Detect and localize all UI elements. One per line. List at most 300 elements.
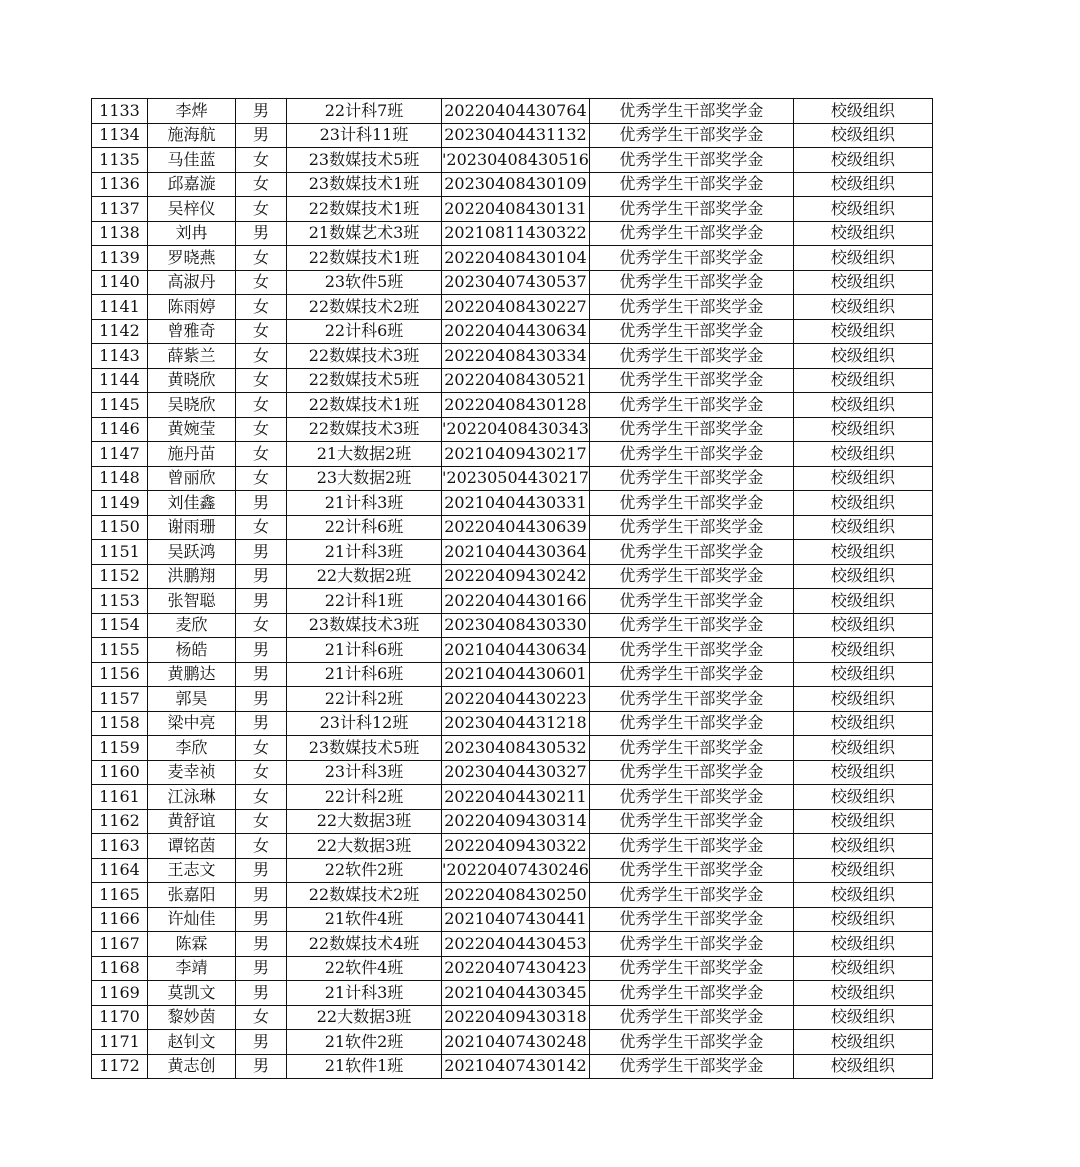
- row-number-cell: 1135: [92, 148, 148, 173]
- student-id-cell: 20210811430322: [442, 221, 590, 246]
- organization-level-cell: 校级组织: [793, 687, 932, 712]
- class-cell: 22数媒技术2班: [287, 295, 442, 320]
- table-row: [92, 809, 933, 834]
- award-name-cell: 优秀学生干部奖学金: [589, 99, 793, 124]
- student-id-cell: 20230407430537: [442, 270, 590, 295]
- student-name-cell: 莫凯文: [148, 981, 236, 1006]
- class-cell: 22计科2班: [287, 785, 442, 810]
- student-id-cell: 20210407430248: [442, 1030, 590, 1055]
- organization-level-cell: 校级组织: [793, 662, 932, 687]
- student-id-cell: 20220408430104: [442, 246, 590, 271]
- table-row: [92, 148, 933, 173]
- organization-level-cell: 校级组织: [793, 1005, 932, 1030]
- award-name-cell: 优秀学生干部奖学金: [589, 564, 793, 589]
- award-name-cell: 优秀学生干部奖学金: [589, 613, 793, 638]
- table-row: [92, 883, 933, 908]
- student-id-cell: 20210404430331: [442, 491, 590, 516]
- organization-level-cell: 校级组织: [793, 466, 932, 491]
- class-cell: 23数媒技术5班: [287, 736, 442, 761]
- student-name-cell: 麦幸祯: [148, 760, 236, 785]
- student-name-cell: 曾雅奇: [148, 319, 236, 344]
- student-id-cell: 20220404430211: [442, 785, 590, 810]
- gender-cell: 男: [236, 981, 287, 1006]
- student-id-cell: 20230404430327: [442, 760, 590, 785]
- table-row: [92, 1005, 933, 1030]
- class-cell: 21数媒艺术3班: [287, 221, 442, 246]
- gender-cell: 女: [236, 1005, 287, 1030]
- class-cell: 22大数据3班: [287, 1005, 442, 1030]
- table-row: [92, 270, 933, 295]
- gender-cell: 男: [236, 1054, 287, 1079]
- award-name-cell: 优秀学生干部奖学金: [589, 197, 793, 222]
- class-cell: 21软件1班: [287, 1054, 442, 1079]
- gender-cell: 女: [236, 417, 287, 442]
- row-number-cell: 1156: [92, 662, 148, 687]
- gender-cell: 男: [236, 221, 287, 246]
- organization-level-cell: 校级组织: [793, 246, 932, 271]
- award-name-cell: 优秀学生干部奖学金: [589, 295, 793, 320]
- organization-level-cell: 校级组织: [793, 148, 932, 173]
- award-name-cell: 优秀学生干部奖学金: [589, 270, 793, 295]
- class-cell: 23大数据2班: [287, 466, 442, 491]
- row-number-cell: 1150: [92, 515, 148, 540]
- student-id-cell: 20230408430532: [442, 736, 590, 761]
- gender-cell: 男: [236, 711, 287, 736]
- table-row: [92, 638, 933, 663]
- class-cell: 21软件2班: [287, 1030, 442, 1055]
- student-name-cell: 谭铭茵: [148, 834, 236, 859]
- award-name-cell: 优秀学生干部奖学金: [589, 883, 793, 908]
- table-row: [92, 1030, 933, 1055]
- award-name-cell: 优秀学生干部奖学金: [589, 858, 793, 883]
- student-id-cell: 20210404430345: [442, 981, 590, 1006]
- student-name-cell: 王志文: [148, 858, 236, 883]
- gender-cell: 女: [236, 197, 287, 222]
- gender-cell: 男: [236, 589, 287, 614]
- row-number-cell: 1134: [92, 123, 148, 148]
- class-cell: 23数媒技术3班: [287, 613, 442, 638]
- table-row: [92, 295, 933, 320]
- student-name-cell: 吴跃鸿: [148, 540, 236, 565]
- organization-level-cell: 校级组织: [793, 564, 932, 589]
- student-name-cell: 江泳琳: [148, 785, 236, 810]
- table-row: [92, 515, 933, 540]
- gender-cell: 女: [236, 613, 287, 638]
- row-number-cell: 1151: [92, 540, 148, 565]
- award-name-cell: 优秀学生干部奖学金: [589, 148, 793, 173]
- row-number-cell: 1169: [92, 981, 148, 1006]
- student-name-cell: 施丹苗: [148, 442, 236, 467]
- table-row: [92, 246, 933, 271]
- student-id-cell: 20220408430227: [442, 295, 590, 320]
- table-row: [92, 393, 933, 418]
- gender-cell: 女: [236, 148, 287, 173]
- gender-cell: 男: [236, 858, 287, 883]
- student-id-cell: 20220404430166: [442, 589, 590, 614]
- organization-level-cell: 校级组织: [793, 417, 932, 442]
- row-number-cell: 1161: [92, 785, 148, 810]
- award-name-cell: 优秀学生干部奖学金: [589, 393, 793, 418]
- award-name-cell: 优秀学生干部奖学金: [589, 736, 793, 761]
- gender-cell: 男: [236, 491, 287, 516]
- student-id-cell: 20220409430322: [442, 834, 590, 859]
- table-row: [92, 785, 933, 810]
- scholarship-roster-table: [91, 98, 933, 1079]
- row-number-cell: 1133: [92, 99, 148, 124]
- row-number-cell: 1166: [92, 907, 148, 932]
- row-number-cell: 1158: [92, 711, 148, 736]
- student-id-cell: 20220404430639: [442, 515, 590, 540]
- table-row: [92, 956, 933, 981]
- row-number-cell: 1142: [92, 319, 148, 344]
- organization-level-cell: 校级组织: [793, 883, 932, 908]
- class-cell: 21计科3班: [287, 981, 442, 1006]
- table-row: [92, 613, 933, 638]
- class-cell: 23计科11班: [287, 123, 442, 148]
- table-row: [92, 981, 933, 1006]
- award-name-cell: 优秀学生干部奖学金: [589, 319, 793, 344]
- student-id-cell: 20210407430441: [442, 907, 590, 932]
- student-name-cell: 马佳蓝: [148, 148, 236, 173]
- gender-cell: 男: [236, 883, 287, 908]
- class-cell: 22计科6班: [287, 515, 442, 540]
- gender-cell: 男: [236, 956, 287, 981]
- award-name-cell: 优秀学生干部奖学金: [589, 1054, 793, 1079]
- organization-level-cell: 校级组织: [793, 956, 932, 981]
- gender-cell: 男: [236, 540, 287, 565]
- award-name-cell: 优秀学生干部奖学金: [589, 834, 793, 859]
- student-name-cell: 薛紫兰: [148, 344, 236, 369]
- student-id-cell: 20220408430128: [442, 393, 590, 418]
- award-name-cell: 优秀学生干部奖学金: [589, 785, 793, 810]
- table-row: [92, 221, 933, 246]
- class-cell: 23计科12班: [287, 711, 442, 736]
- award-name-cell: 优秀学生干部奖学金: [589, 589, 793, 614]
- student-name-cell: 吴晓欣: [148, 393, 236, 418]
- award-name-cell: 优秀学生干部奖学金: [589, 417, 793, 442]
- gender-cell: 男: [236, 662, 287, 687]
- gender-cell: 男: [236, 1030, 287, 1055]
- student-id-cell: 20230408430109: [442, 172, 590, 197]
- student-name-cell: 许灿佳: [148, 907, 236, 932]
- student-id-cell: 20220409430314: [442, 809, 590, 834]
- student-name-cell: 刘佳鑫: [148, 491, 236, 516]
- student-id-cell: 20220404430453: [442, 932, 590, 957]
- class-cell: 22计科1班: [287, 589, 442, 614]
- organization-level-cell: 校级组织: [793, 981, 932, 1006]
- gender-cell: 女: [236, 466, 287, 491]
- class-cell: 23数媒技术1班: [287, 172, 442, 197]
- award-name-cell: 优秀学生干部奖学金: [589, 687, 793, 712]
- student-name-cell: 罗晓燕: [148, 246, 236, 271]
- award-name-cell: 优秀学生干部奖学金: [589, 932, 793, 957]
- table-row: [92, 1054, 933, 1079]
- table-row: [92, 711, 933, 736]
- organization-level-cell: 校级组织: [793, 491, 932, 516]
- row-number-cell: 1152: [92, 564, 148, 589]
- organization-level-cell: 校级组织: [793, 270, 932, 295]
- student-name-cell: 邱嘉漩: [148, 172, 236, 197]
- table-row: [92, 589, 933, 614]
- class-cell: 22计科6班: [287, 319, 442, 344]
- student-name-cell: 曾丽欣: [148, 466, 236, 491]
- award-name-cell: 优秀学生干部奖学金: [589, 172, 793, 197]
- award-name-cell: 优秀学生干部奖学金: [589, 809, 793, 834]
- row-number-cell: 1159: [92, 736, 148, 761]
- organization-level-cell: 校级组织: [793, 368, 932, 393]
- gender-cell: 女: [236, 809, 287, 834]
- student-id-cell: '20220407430246: [442, 858, 590, 883]
- row-number-cell: 1160: [92, 760, 148, 785]
- gender-cell: 女: [236, 295, 287, 320]
- student-id-cell: 20220409430242: [442, 564, 590, 589]
- table-row: [92, 687, 933, 712]
- class-cell: 22数媒技术2班: [287, 883, 442, 908]
- class-cell: 23数媒技术5班: [287, 148, 442, 173]
- gender-cell: 男: [236, 932, 287, 957]
- table-row: [92, 858, 933, 883]
- gender-cell: 女: [236, 515, 287, 540]
- student-id-cell: 20220408430250: [442, 883, 590, 908]
- gender-cell: 女: [236, 246, 287, 271]
- row-number-cell: 1163: [92, 834, 148, 859]
- organization-level-cell: 校级组织: [793, 442, 932, 467]
- organization-level-cell: 校级组织: [793, 1054, 932, 1079]
- student-id-cell: 20210404430601: [442, 662, 590, 687]
- student-id-cell: 20210404430634: [442, 638, 590, 663]
- class-cell: 22数媒技术4班: [287, 932, 442, 957]
- student-name-cell: 黄鹏达: [148, 662, 236, 687]
- table-row: [92, 319, 933, 344]
- organization-level-cell: 校级组织: [793, 589, 932, 614]
- organization-level-cell: 校级组织: [793, 736, 932, 761]
- table-row: [92, 466, 933, 491]
- table-row: [92, 491, 933, 516]
- student-name-cell: 黄舒谊: [148, 809, 236, 834]
- award-name-cell: 优秀学生干部奖学金: [589, 711, 793, 736]
- award-name-cell: 优秀学生干部奖学金: [589, 540, 793, 565]
- award-name-cell: 优秀学生干部奖学金: [589, 515, 793, 540]
- class-cell: 21计科6班: [287, 638, 442, 663]
- class-cell: 22数媒技术3班: [287, 417, 442, 442]
- row-number-cell: 1137: [92, 197, 148, 222]
- student-id-cell: 20220409430318: [442, 1005, 590, 1030]
- gender-cell: 女: [236, 270, 287, 295]
- row-number-cell: 1136: [92, 172, 148, 197]
- gender-cell: 男: [236, 564, 287, 589]
- class-cell: 22数媒技术1班: [287, 197, 442, 222]
- row-number-cell: 1138: [92, 221, 148, 246]
- award-name-cell: 优秀学生干部奖学金: [589, 491, 793, 516]
- organization-level-cell: 校级组织: [793, 197, 932, 222]
- class-cell: 21软件4班: [287, 907, 442, 932]
- student-id-cell: 20220404430223: [442, 687, 590, 712]
- table-row: [92, 123, 933, 148]
- table-row: [92, 99, 933, 124]
- table-row: [92, 417, 933, 442]
- gender-cell: 女: [236, 760, 287, 785]
- table-row: [92, 540, 933, 565]
- class-cell: 23计科3班: [287, 760, 442, 785]
- student-name-cell: 陈霖: [148, 932, 236, 957]
- student-id-cell: '20230504430217: [442, 466, 590, 491]
- student-id-cell: 20210404430364: [442, 540, 590, 565]
- award-name-cell: 优秀学生干部奖学金: [589, 466, 793, 491]
- organization-level-cell: 校级组织: [793, 515, 932, 540]
- student-name-cell: 黄晓欣: [148, 368, 236, 393]
- class-cell: 22计科2班: [287, 687, 442, 712]
- class-cell: 22大数据3班: [287, 834, 442, 859]
- table-row: [92, 368, 933, 393]
- award-name-cell: 优秀学生干部奖学金: [589, 221, 793, 246]
- organization-level-cell: 校级组织: [793, 295, 932, 320]
- student-name-cell: 赵钊文: [148, 1030, 236, 1055]
- award-name-cell: 优秀学生干部奖学金: [589, 662, 793, 687]
- student-id-cell: '20220408430343: [442, 417, 590, 442]
- student-name-cell: 谢雨珊: [148, 515, 236, 540]
- row-number-cell: 1157: [92, 687, 148, 712]
- row-number-cell: 1172: [92, 1054, 148, 1079]
- award-name-cell: 优秀学生干部奖学金: [589, 907, 793, 932]
- class-cell: 21计科6班: [287, 662, 442, 687]
- row-number-cell: 1143: [92, 344, 148, 369]
- row-number-cell: 1170: [92, 1005, 148, 1030]
- organization-level-cell: 校级组织: [793, 99, 932, 124]
- table-row: [92, 662, 933, 687]
- row-number-cell: 1139: [92, 246, 148, 271]
- row-number-cell: 1141: [92, 295, 148, 320]
- organization-level-cell: 校级组织: [793, 319, 932, 344]
- award-name-cell: 优秀学生干部奖学金: [589, 123, 793, 148]
- class-cell: 21大数据2班: [287, 442, 442, 467]
- award-name-cell: 优秀学生干部奖学金: [589, 1005, 793, 1030]
- award-name-cell: 优秀学生干部奖学金: [589, 956, 793, 981]
- student-id-cell: 20220408430521: [442, 368, 590, 393]
- organization-level-cell: 校级组织: [793, 393, 932, 418]
- class-cell: 22大数据2班: [287, 564, 442, 589]
- row-number-cell: 1140: [92, 270, 148, 295]
- organization-level-cell: 校级组织: [793, 1030, 932, 1055]
- student-id-cell: 20220408430131: [442, 197, 590, 222]
- row-number-cell: 1144: [92, 368, 148, 393]
- gender-cell: 女: [236, 736, 287, 761]
- student-id-cell: 20230408430330: [442, 613, 590, 638]
- student-name-cell: 陈雨婷: [148, 295, 236, 320]
- student-name-cell: 黄婉莹: [148, 417, 236, 442]
- class-cell: 22数媒技术1班: [287, 246, 442, 271]
- roster-body: [92, 99, 933, 1079]
- student-id-cell: 20220404430634: [442, 319, 590, 344]
- table-row: [92, 197, 933, 222]
- student-name-cell: 吴梓仪: [148, 197, 236, 222]
- organization-level-cell: 校级组织: [793, 932, 932, 957]
- gender-cell: 女: [236, 442, 287, 467]
- award-name-cell: 优秀学生干部奖学金: [589, 760, 793, 785]
- gender-cell: 女: [236, 172, 287, 197]
- organization-level-cell: 校级组织: [793, 172, 932, 197]
- organization-level-cell: 校级组织: [793, 858, 932, 883]
- student-name-cell: 黄志创: [148, 1054, 236, 1079]
- organization-level-cell: 校级组织: [793, 834, 932, 859]
- row-number-cell: 1146: [92, 417, 148, 442]
- organization-level-cell: 校级组织: [793, 123, 932, 148]
- student-id-cell: 20220407430423: [442, 956, 590, 981]
- row-number-cell: 1154: [92, 613, 148, 638]
- organization-level-cell: 校级组织: [793, 344, 932, 369]
- table-row: [92, 564, 933, 589]
- gender-cell: 女: [236, 319, 287, 344]
- class-cell: 21计科3班: [287, 540, 442, 565]
- student-name-cell: 刘冉: [148, 221, 236, 246]
- student-name-cell: 梁中亮: [148, 711, 236, 736]
- organization-level-cell: 校级组织: [793, 638, 932, 663]
- award-name-cell: 优秀学生干部奖学金: [589, 368, 793, 393]
- organization-level-cell: 校级组织: [793, 221, 932, 246]
- student-name-cell: 麦欣: [148, 613, 236, 638]
- student-name-cell: 高淑丹: [148, 270, 236, 295]
- row-number-cell: 1148: [92, 466, 148, 491]
- gender-cell: 男: [236, 123, 287, 148]
- row-number-cell: 1168: [92, 956, 148, 981]
- gender-cell: 女: [236, 785, 287, 810]
- student-name-cell: 郭昊: [148, 687, 236, 712]
- organization-level-cell: 校级组织: [793, 785, 932, 810]
- table-row: [92, 834, 933, 859]
- award-name-cell: 优秀学生干部奖学金: [589, 981, 793, 1006]
- organization-level-cell: 校级组织: [793, 809, 932, 834]
- organization-level-cell: 校级组织: [793, 907, 932, 932]
- student-name-cell: 杨皓: [148, 638, 236, 663]
- row-number-cell: 1145: [92, 393, 148, 418]
- row-number-cell: 1165: [92, 883, 148, 908]
- student-id-cell: 20230404431132: [442, 123, 590, 148]
- class-cell: 22计科7班: [287, 99, 442, 124]
- gender-cell: 女: [236, 393, 287, 418]
- gender-cell: 女: [236, 368, 287, 393]
- row-number-cell: 1155: [92, 638, 148, 663]
- class-cell: 22数媒技术5班: [287, 368, 442, 393]
- organization-level-cell: 校级组织: [793, 540, 932, 565]
- gender-cell: 男: [236, 638, 287, 663]
- gender-cell: 女: [236, 834, 287, 859]
- organization-level-cell: 校级组织: [793, 711, 932, 736]
- gender-cell: 女: [236, 344, 287, 369]
- student-name-cell: 李烨: [148, 99, 236, 124]
- student-name-cell: 李欣: [148, 736, 236, 761]
- gender-cell: 男: [236, 907, 287, 932]
- student-name-cell: 张嘉阳: [148, 883, 236, 908]
- award-name-cell: 优秀学生干部奖学金: [589, 442, 793, 467]
- student-name-cell: 张智聪: [148, 589, 236, 614]
- student-id-cell: 20220408430334: [442, 344, 590, 369]
- table-row: [92, 932, 933, 957]
- student-id-cell: '20230408430516: [442, 148, 590, 173]
- row-number-cell: 1171: [92, 1030, 148, 1055]
- class-cell: 22数媒技术1班: [287, 393, 442, 418]
- row-number-cell: 1164: [92, 858, 148, 883]
- class-cell: 23软件5班: [287, 270, 442, 295]
- student-name-cell: 李靖: [148, 956, 236, 981]
- table-row: [92, 442, 933, 467]
- organization-level-cell: 校级组织: [793, 613, 932, 638]
- student-name-cell: 施海航: [148, 123, 236, 148]
- class-cell: 22软件4班: [287, 956, 442, 981]
- table-row: [92, 760, 933, 785]
- table-row: [92, 172, 933, 197]
- student-id-cell: 20220404430764: [442, 99, 590, 124]
- student-id-cell: 20230404431218: [442, 711, 590, 736]
- award-name-cell: 优秀学生干部奖学金: [589, 1030, 793, 1055]
